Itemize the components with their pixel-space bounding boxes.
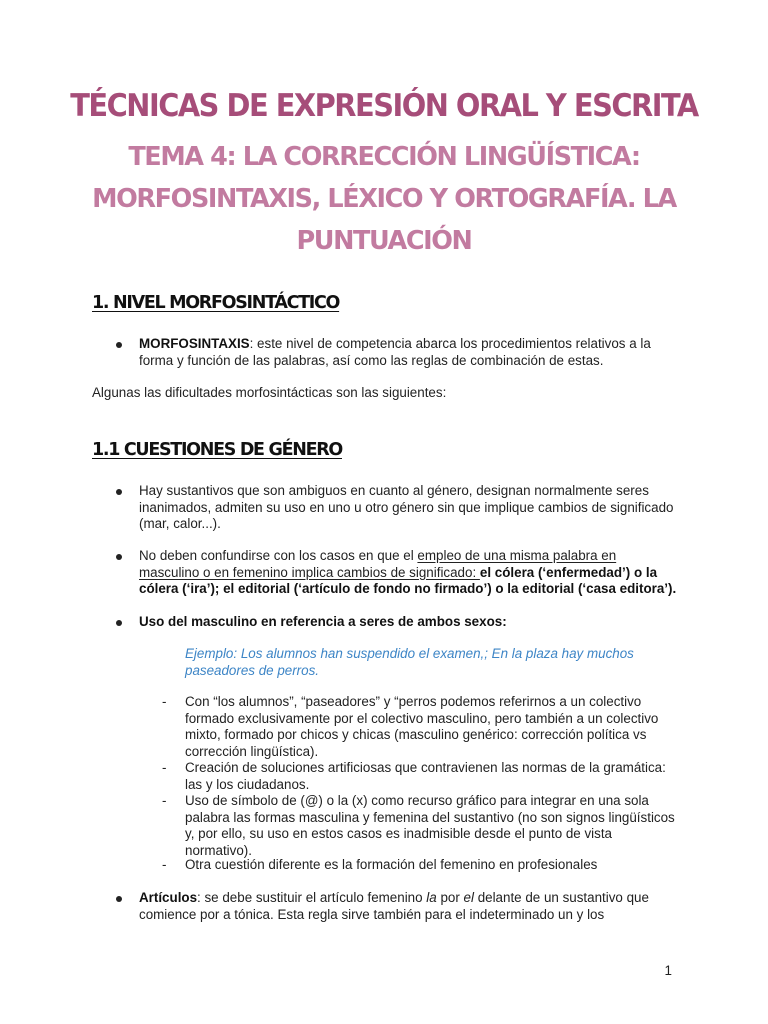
dash-icon: - <box>162 857 167 872</box>
dash-item: Uso de símbolo de (@) o la (x) como recurso gráfico para integrar en una sola palabra las formas masculina y femenina del sustantivo (no son signos lingüísticos y, por ello, su uso en estos casos es inadmisible desde el punto de vista normativo). <box>185 793 675 858</box>
intro-paragraph: Algunas las dificultades morfosintácticas son las siguientes: <box>92 385 447 400</box>
bullet-icon <box>116 896 122 902</box>
bold-examples: el cólera (‘enfermedad’) o la cólera (‘ira’); el editorial (‘artículo de fondo no firmado’) o la editorial (‘casa editora’). <box>139 564 677 596</box>
bullet-text: : este nivel de competencia abarca los procedimientos relativos a la forma y función de las palabras, así como las reglas de combinación de estas. <box>139 336 651 368</box>
document-title: TÉCNICAS DE EXPRESIÓN ORAL Y ESCRITA <box>70 88 698 124</box>
bullet-icon <box>116 489 122 495</box>
dash-icon: - <box>162 694 167 709</box>
bullet-meaning-change <box>139 548 679 598</box>
morfosintaxis-bullet <box>139 336 679 369</box>
bullet-articles <box>139 890 679 923</box>
dash-item: Creación de soluciones artificiosas que contravienen las normas de la gramática: las y los ciudadanos. <box>185 760 666 792</box>
bullet-term: MORFOSINTAXIS <box>139 336 250 351</box>
bullet-text: delante de un sustantivo que comience por a tónica. Esta regla sirve también para el indeterminado un y los <box>139 890 649 922</box>
bullet-icon <box>116 554 122 560</box>
dash-icon: - <box>162 760 167 775</box>
document-subtitle: TEMA 4: LA CORRECCIÓN LINGÜÍSTICA: MORFOSINTAXIS, LÉXICO Y ORTOGRAFÍA. LA PUNTUACIÓN <box>92 142 676 256</box>
bullet-term: Artículos <box>139 890 198 905</box>
section-1-heading: 1. NIVEL MORFOSINTÁCTICO <box>92 293 340 313</box>
bullet-text: No deben confundirse con los casos en que el <box>139 548 418 563</box>
dash-item: Otra cuestión diferente es la formación del femenino en profesionales <box>185 857 598 872</box>
example-text: Ejemplo: Los alumnos han suspendido el examen,; En la plaza hay muchos paseadores de perros. <box>185 646 634 678</box>
dash-item: Con “los alumnos”, “paseadores” y “perros podemos referirnos a un colectivo formado exclusivamente por el colectivo masculino, pero también a un colectivo mixto, formado por chicos y chicas (masculino genérico: corrección política vs corrección lingüística). <box>185 694 659 759</box>
section-1-1-heading: 1.1 CUESTIONES DE GÉNERO <box>92 440 342 460</box>
italic-word: la <box>426 890 437 905</box>
bullet-generic-masculine <box>139 614 679 631</box>
bullet-icon <box>116 342 122 348</box>
bullet-ambiguous-nouns: Hay sustantivos que son ambiguos en cuanto al género, designan normalmente seres inanimados, admiten su uso en uno u otro género sin que implique cambios de significado (mar, calor...). <box>139 483 674 531</box>
bold-text: Uso del masculino en referencia a seres de ambos sexos: <box>139 614 507 629</box>
bullet-icon <box>116 620 122 626</box>
italic-word: el <box>463 890 474 905</box>
bullet-text: por <box>436 890 464 905</box>
page-number: 1 <box>664 963 672 978</box>
dash-icon: - <box>162 793 167 808</box>
bullet-text: : se debe sustituir el artículo femenino <box>197 890 427 905</box>
underlined-text: empleo de una misma palabra en masculino o en femenino implica cambios de significado: <box>139 548 617 580</box>
